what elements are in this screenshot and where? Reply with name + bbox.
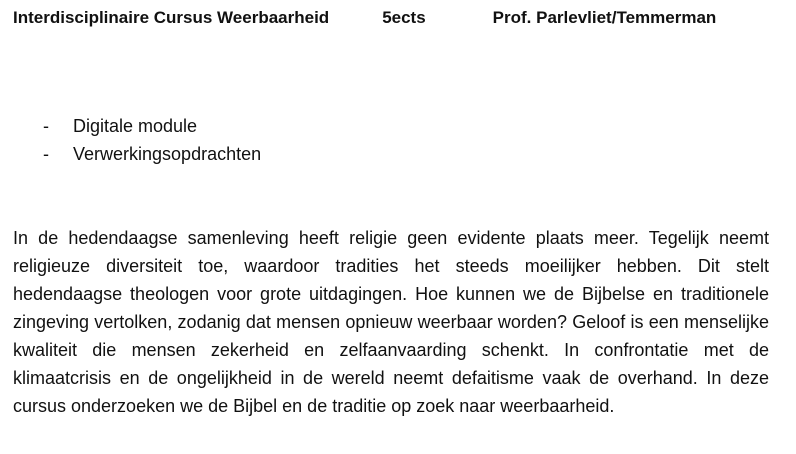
course-credits: 5ects (382, 8, 426, 27)
course-title: Interdisciplinaire Cursus Weerbaarheid (13, 8, 330, 27)
list-dash: - (43, 144, 49, 164)
list-item-label: Verwerkingsopdrachten (73, 144, 262, 164)
list-item (13, 112, 261, 140)
list-item (13, 140, 261, 168)
module-list (13, 112, 261, 168)
list-item-label: Digitale module (73, 116, 198, 136)
course-heading (13, 4, 783, 32)
course-professors: Prof. Parlevliet/Temmerman (492, 8, 717, 27)
course-description: In de hedendaagse samenleving heeft religie geen evidente plaats meer. Tegelijk neemt religieuze diversiteit toe, waardoor tradities het steeds moeilijker hebben. Dit stelt hedendaagse theologen voor grote uitdagingen. Hoe kunnen we de Bijbelse en traditionele zingeving vertolken, zodanig dat mensen opnieuw weerbaar worden? Geloof is een menselijke kwaliteit die mensen zekerheid en zelfaanvaarding schenkt. In confrontatie met de klimaatcrisis en de ongelijkheid in de wereld neemt defaitisme vaak de overhand. In deze cursus onderzoeken we de Bijbel en de traditie op zoek naar weerbaarheid. (13, 228, 769, 416)
list-dash: - (43, 116, 49, 136)
